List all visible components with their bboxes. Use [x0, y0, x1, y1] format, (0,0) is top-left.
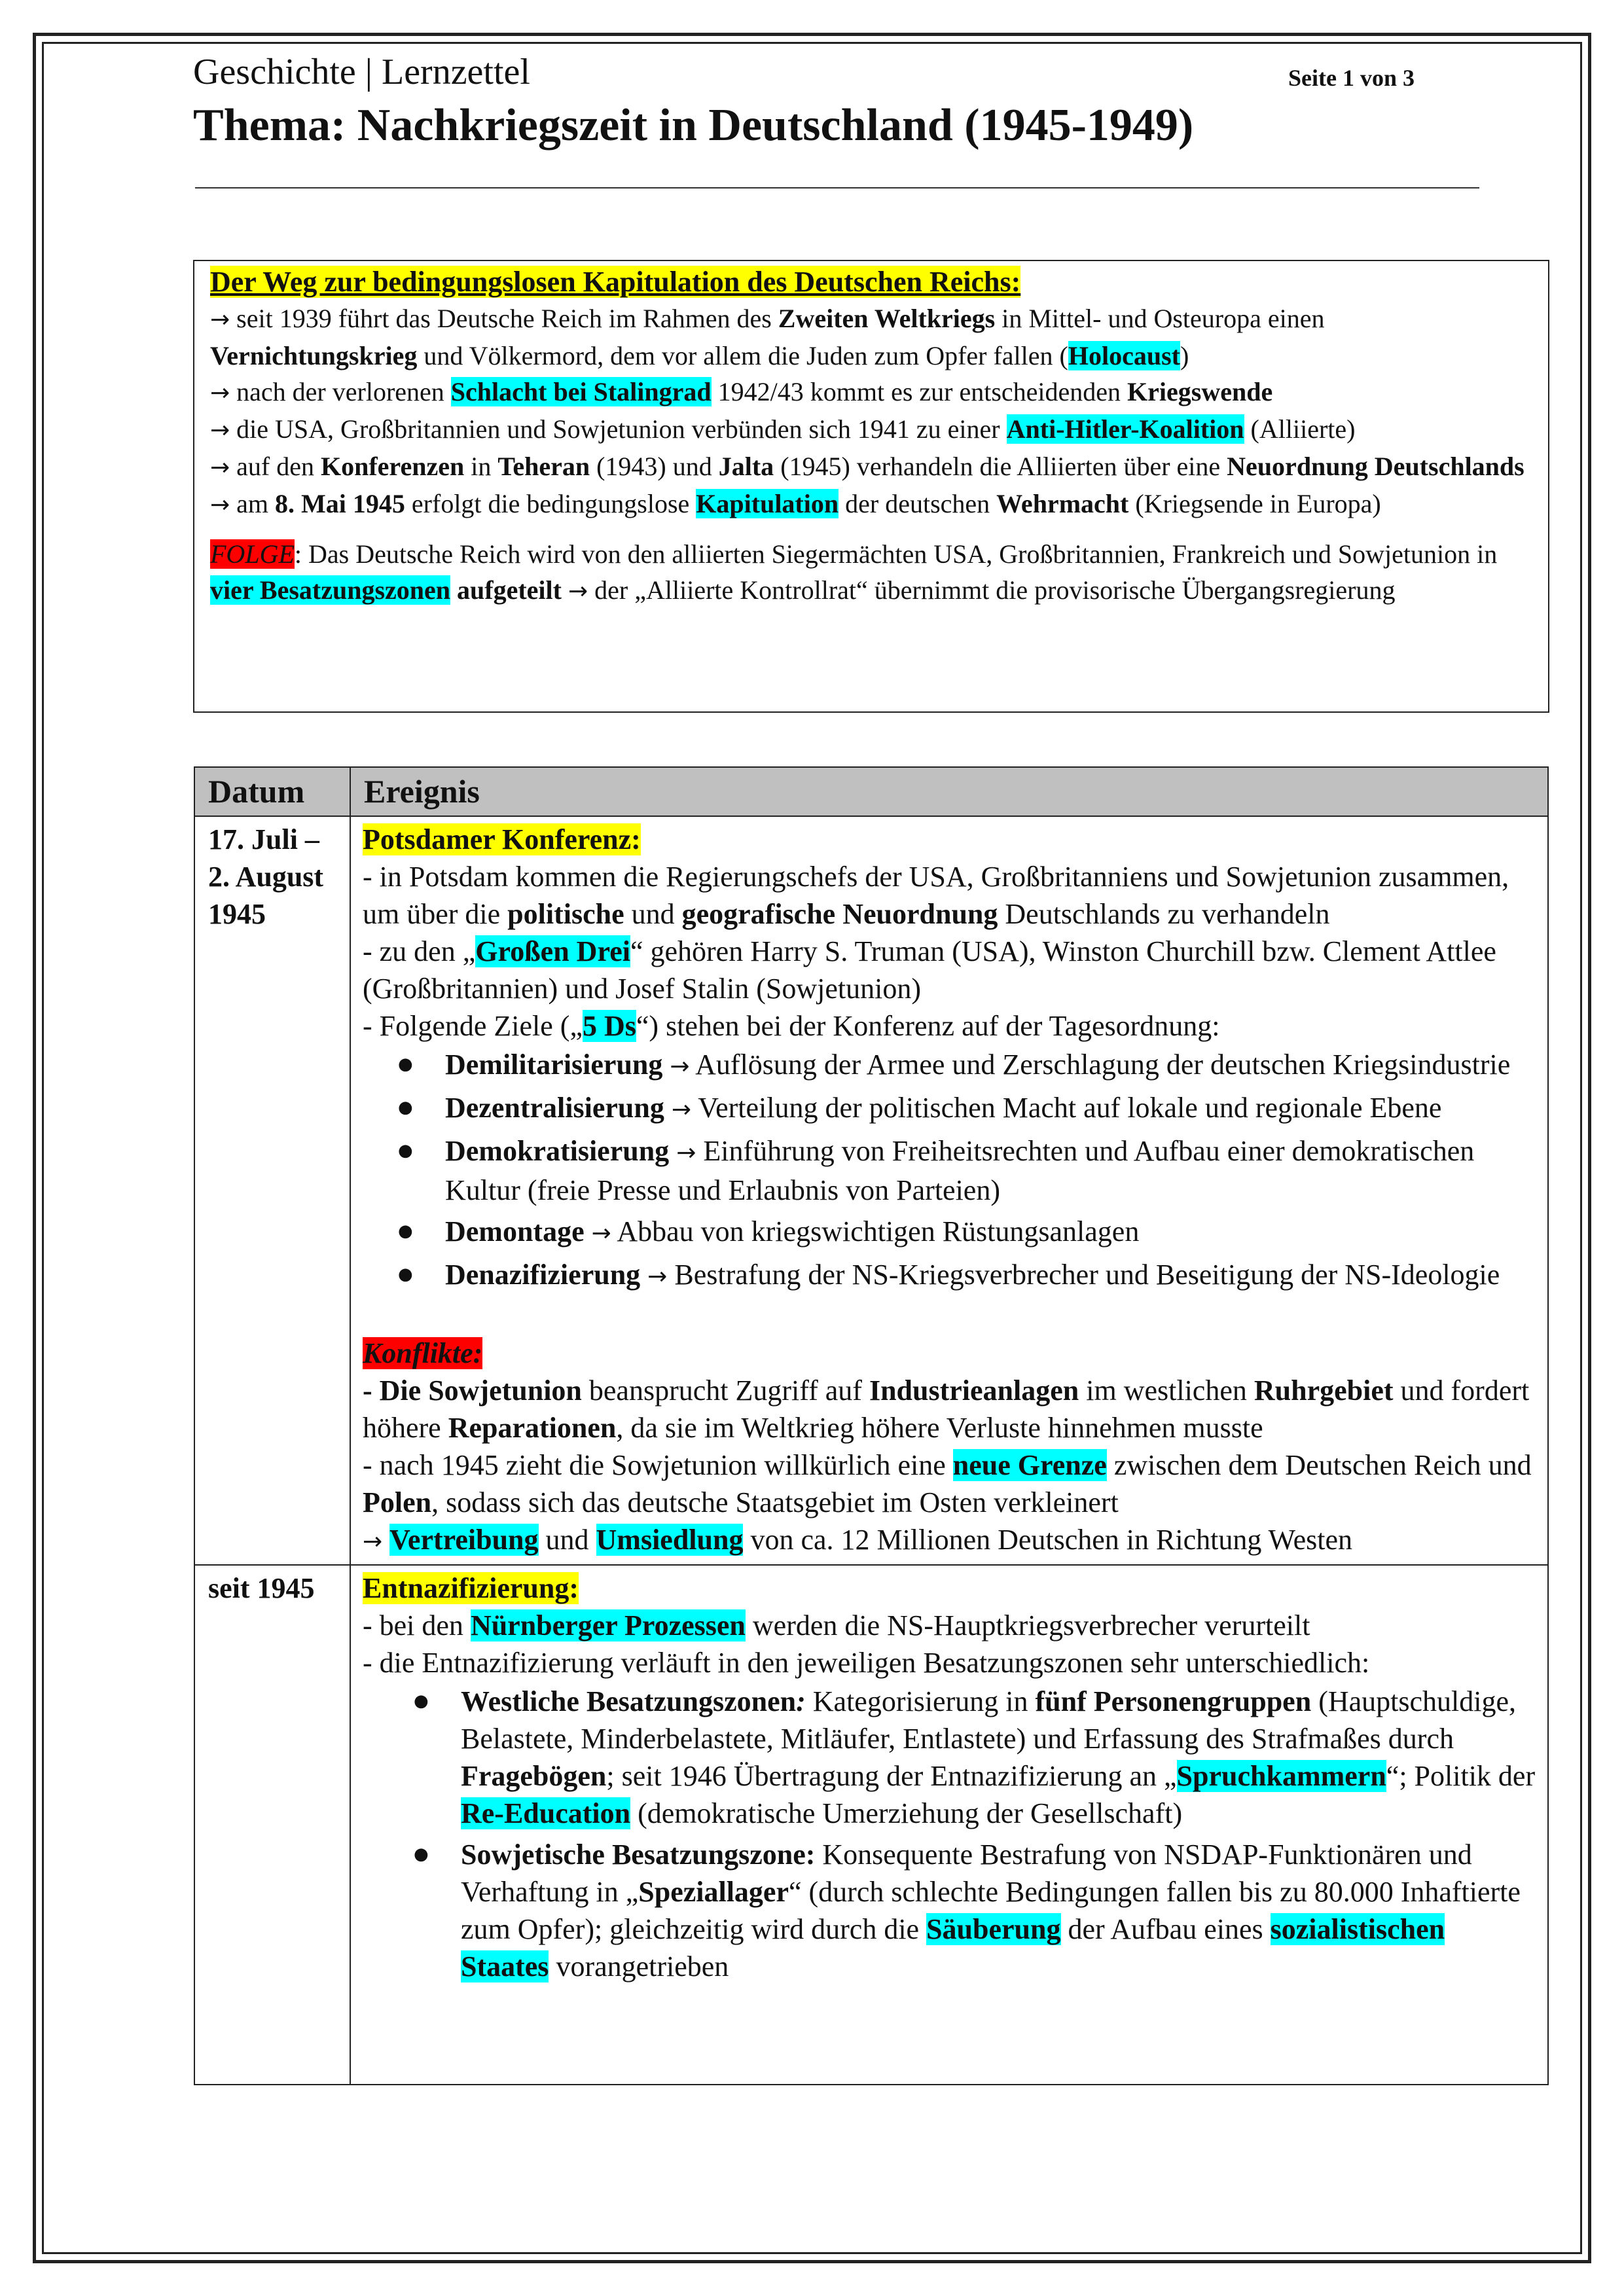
event-line: → Vertreibung und Umsiedlung von ca. 12 Millionen Deutschen in Richtung Westen: [363, 1524, 1352, 1556]
arrow-right-icon: →: [363, 1528, 383, 1555]
table-header-row: [194, 767, 1548, 816]
row-event: [350, 1565, 1548, 2085]
intro-box: [193, 260, 1549, 713]
event-line: - Die Sowjetunion beansprucht Zugriff auf Industrieanlagen im westlichen Ruhrgebiet und fordert höhere Reparationen, da sie im Weltkrieg höhere Verluste hinnehmen musste: [363, 1374, 1530, 1444]
table-row: [194, 816, 1548, 1565]
list-item: ● Demokratisierung → Einführung von Freiheitsrechten und Aufbau einer demokratischen Kultur (freie Presse und Erlaubnis von Parteien): [445, 1132, 1536, 1209]
arrow-right-icon: →: [210, 454, 230, 481]
list-item: ● Westliche Besatzungszonen: Kategorisierung in fünf Personengruppen (Hauptschuldige, Belastete, Minderbelastete, Mitläufer, Entlastete) und Erfassung des Strafmaßes durch Fragebögen; seit 1946 Übertragung der Entnazifizierung an „Spruchkammern“; Politik der Re-Education (demokratische Umerziehung der Gesellschaft): [461, 1683, 1536, 1832]
event-line: - nach 1945 zieht die Sowjetunion willkürlich eine neue Grenze zwischen dem Deutschen Reich und Polen, sodass sich das deutsche Staatsgebiet im Osten verkleinert: [363, 1449, 1532, 1518]
header-divider: [195, 187, 1479, 188]
event-line: - die Entnazifizierung verläuft in den jeweiligen Besatzungszonen sehr unterschiedlich:: [363, 1647, 1370, 1679]
event-line: - bei den Nürnberger Prozessen werden die NS-Hauptkriegsverbrecher verurteilt: [363, 1609, 1310, 1641]
event-line: - zu den „Großen Drei“ gehören Harry S. Truman (USA), Winston Churchill bzw. Clement Attlee (Großbritannien) und Josef Stalin (Sowjetunion): [363, 935, 1496, 1005]
event-heading: Entnazifizierung:: [363, 1572, 579, 1604]
goals-list: [363, 1046, 1536, 1295]
page-number: Seite 1 von 3: [1288, 65, 1415, 91]
subject-label: Geschichte | Lernzettel: [193, 52, 530, 92]
events-table: [194, 766, 1549, 2085]
arrow-right-icon: →: [671, 1096, 691, 1123]
column-header-event: Ereignis: [350, 767, 1548, 816]
table-row: [194, 1565, 1548, 2085]
intro-line-2: → nach der verlorenen Schlacht bei Stalingrad 1942/43 kommt es zur entscheidenden Kriegswende: [210, 377, 1273, 406]
arrow-right-icon: →: [647, 1263, 668, 1290]
konflikte-label: Konflikte:: [363, 1337, 483, 1369]
list-item: ● Sowjetische Besatzungszone: Konsequente Bestrafung von NSDAP-Funktionären und Verhaftung in „Speziallager“ (durch schlechte Bedingungen fallen bis zu 80.000 Inhaftierte zum Opfer); gleichzeitig wird durch die Säuberung der Aufbau eines sozialistischen Staates vorangetrieben: [461, 1836, 1536, 1985]
arrow-right-icon: →: [676, 1139, 696, 1166]
event-line: - in Potsdam kommen die Regierungschefs der USA, Großbritanniens und Sowjetunion zusammen, um über die politische und geografische Neuordnung Deutschlands zu verhandeln: [363, 861, 1509, 930]
row-date: 17. Juli – 2. August 1945: [194, 816, 350, 1565]
arrow-right-icon: →: [568, 578, 588, 605]
event-line: - Folgende Ziele („5 Ds“) stehen bei der Konferenz auf der Tagesordnung:: [363, 1010, 1220, 1042]
list-item: ● Dezentralisierung → Verteilung der politischen Macht auf lokale und regionale Ebene: [445, 1089, 1536, 1128]
zones-list: [363, 1683, 1536, 1985]
folge-label: FOLGE: [210, 539, 295, 569]
intro-line-4: → auf den Konferenzen in Teheran (1943) und Jalta (1945) verhandeln die Alliierten über eine Neuordnung Deutschlands: [210, 452, 1525, 481]
list-item: ● Denazifizierung → Bestrafung der NS-Kriegsverbrecher und Beseitigung der NS-Ideologie: [445, 1256, 1536, 1295]
arrow-right-icon: →: [210, 417, 230, 444]
arrow-right-icon: →: [670, 1053, 690, 1080]
list-item: ● Demontage → Abbau von kriegswichtigen Rüstungsanlagen: [445, 1213, 1536, 1252]
arrow-right-icon: →: [210, 380, 230, 406]
arrow-right-icon: →: [591, 1220, 611, 1247]
arrow-right-icon: →: [210, 492, 230, 518]
intro-folge: FOLGE: Das Deutsche Reich wird von den alliierten Siegermächten USA, Großbritannien, Frankreich und Sowjetunion in vier Besatzungszonen aufgeteilt → der „Alliierte Kontrollrat“ übernimmt die provisorische Übergangsregierung: [210, 539, 1498, 605]
arrow-right-icon: →: [210, 306, 230, 333]
page-title: Thema: Nachkriegszeit in Deutschland (1945-1949): [193, 100, 1194, 151]
event-heading: Potsdamer Konferenz:: [363, 823, 641, 855]
list-item: ● Demilitarisierung → Auflösung der Armee und Zerschlagung der deutschen Kriegsindustrie: [445, 1046, 1536, 1085]
row-date: seit 1945: [194, 1565, 350, 2085]
intro-line-3: → die USA, Großbritannien und Sowjetunion verbünden sich 1941 zu einer Anti-Hitler-Koalition (Alliierte): [210, 414, 1356, 444]
intro-line-5: → am 8. Mai 1945 erfolgt die bedingungslose Kapitulation der deutschen Wehrmacht (Kriegsende in Europa): [210, 489, 1381, 518]
row-event: [350, 816, 1548, 1565]
column-header-date: Datum: [194, 767, 350, 816]
intro-line-1: → seit 1939 führt das Deutsche Reich im Rahmen des Zweiten Weltkriegs in Mittel- und Osteuropa einen Vernichtungskrieg und Völkermord, dem vor allem die Juden zum Opfer fallen (Holocaust): [210, 304, 1325, 370]
intro-heading: Der Weg zur bedingungslosen Kapitulation des Deutschen Reichs:: [210, 266, 1021, 298]
